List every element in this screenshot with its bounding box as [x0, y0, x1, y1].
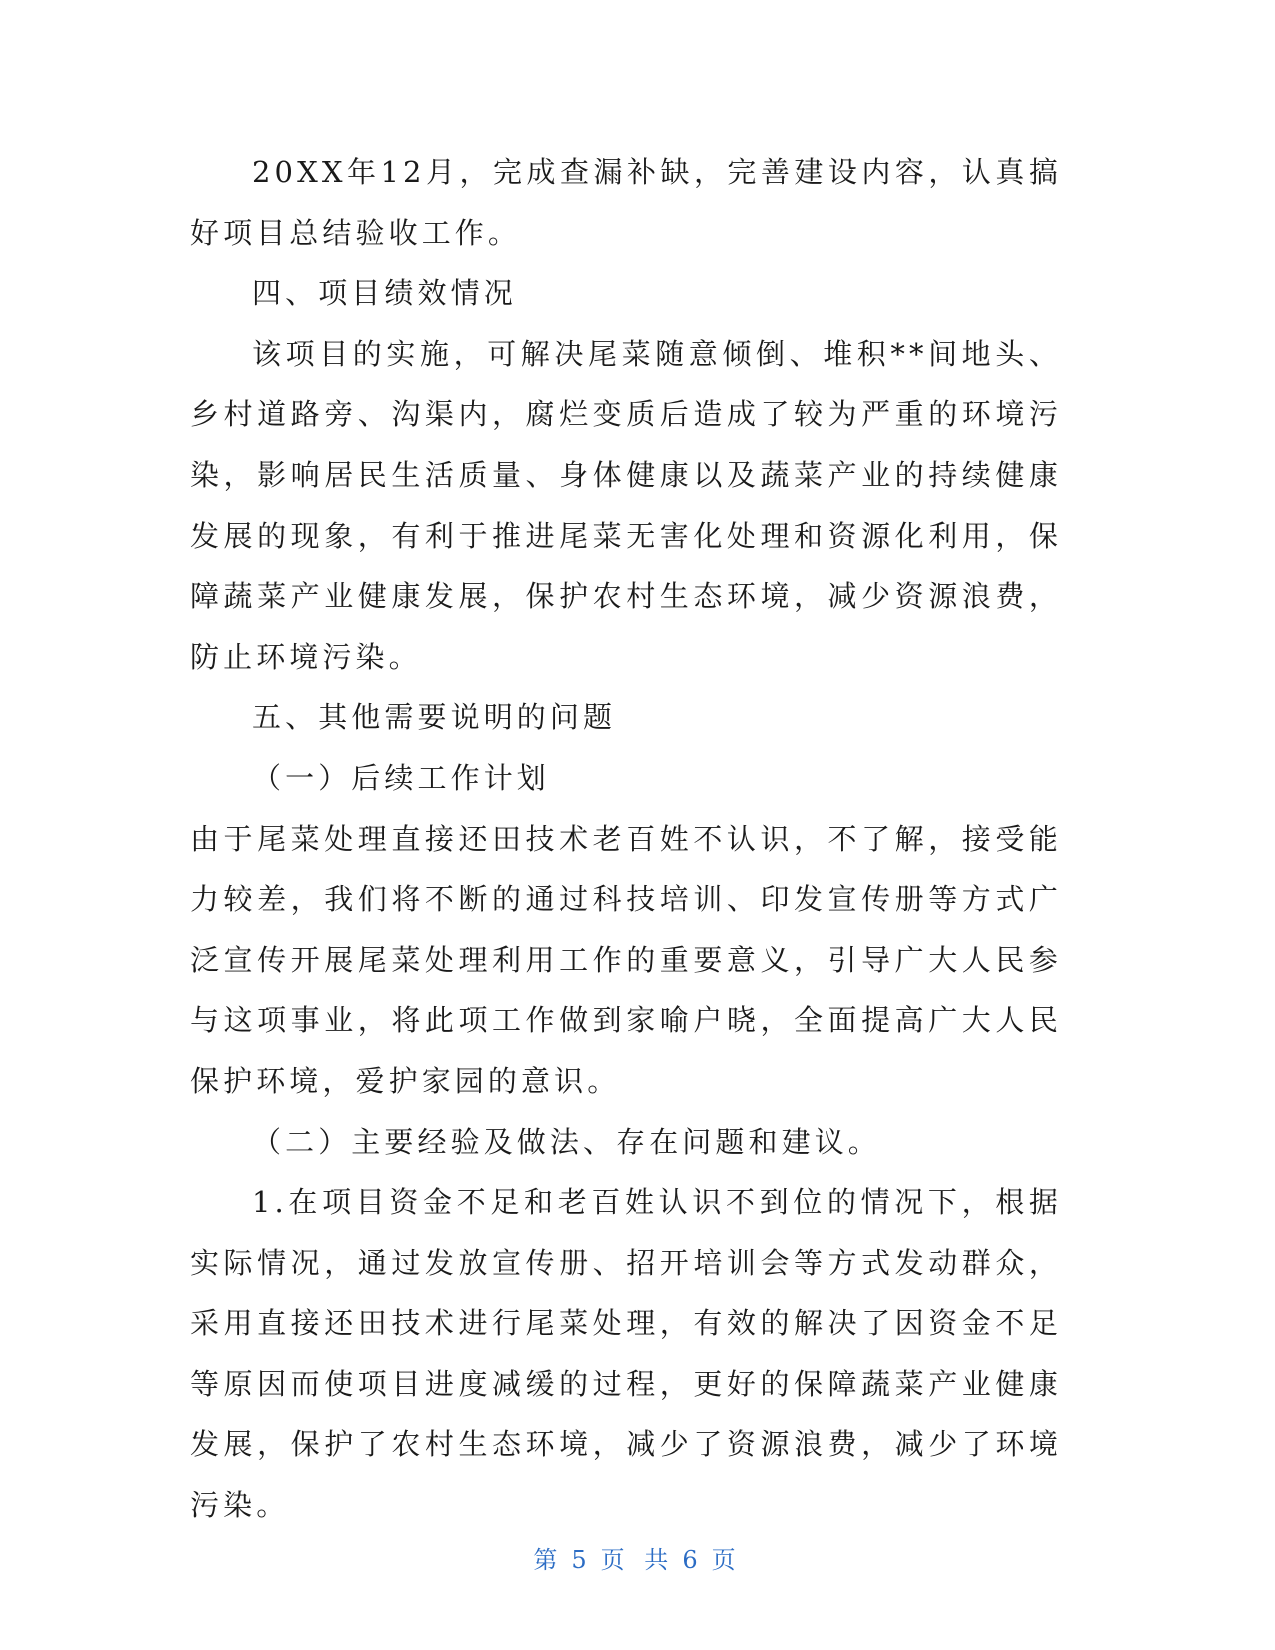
- paragraph-completion-schedule: 20XX年12月，完成查漏补缺，完善建设内容，认真搞好项目总结验收工作。: [190, 155, 1062, 250]
- footer-prefix: 第: [533, 1546, 564, 1574]
- subheading-experience: （二）主要经验及做法、存在问题和建议。: [252, 1124, 881, 1159]
- footer-total-pages: 6: [682, 1546, 704, 1574]
- heading-other-issues: 五、其他需要说明的问题: [252, 700, 617, 735]
- page-footer: [0, 1540, 1275, 1575]
- heading-performance: 四、项目绩效情况: [252, 276, 517, 311]
- footer-suffix: 页: [711, 1546, 742, 1574]
- footer-page-number: 5: [571, 1546, 593, 1574]
- paragraph-performance: 该项目的实施，可解决尾菜随意倾倒、堆积**间地头、乡村道路旁、沟渠内，腐烂变质后造成了较为严重的环境污染，影响居民生活质量、身体健康以及蔬菜产业的持续健康发展的现象，有利于推进尾菜无害化处理和资源化利用，保障蔬菜产业健康发展，保护农村生态环境，减少资源浪费，防止环境污染。: [190, 336, 1062, 674]
- paragraph-follow-up-plan: 由于尾菜处理直接还田技术老百姓不认识，不了解，接受能力较差，我们将不断的通过科技培训、印发宣传册等方式广泛宣传开展尾菜处理利用工作的重要意义，引导广大人民参与这项事业，将此项工作做到家喻户晓，全面提高广大人民保护环境，爱护家园的意识。: [190, 821, 1062, 1098]
- subheading-follow-up-plan: （一）后续工作计划: [252, 760, 550, 795]
- document-body: [190, 142, 1062, 1536]
- footer-mid: 页 共: [600, 1546, 675, 1574]
- paragraph-experience-1: 1.在项目资金不足和老百姓认识不到位的情况下，根据实际情况，通过发放宣传册、招开培训会等方式发动群众，采用直接还田技术进行尾菜处理，有效的解决了因资金不足等原因而使项目进度减缓的过程，更好的保障蔬菜产业健康发展，保护了农村生态环境，减少了资源浪费，减少了环境污染。: [190, 1185, 1062, 1523]
